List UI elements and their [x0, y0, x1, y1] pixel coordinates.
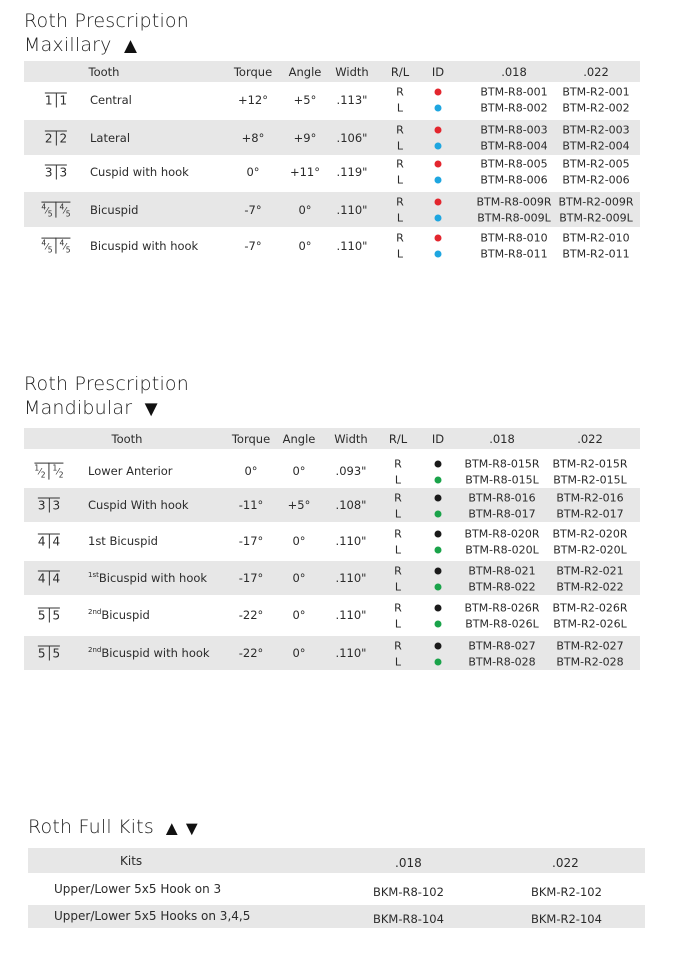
- tooth-name: [90, 93, 132, 107]
- id-dot-left: [435, 177, 442, 184]
- tooth-number-left: $^4⁄_5$: [41, 238, 53, 254]
- tooth-number: [38, 534, 60, 549]
- side-left-label: L: [396, 139, 404, 153]
- side-right-label: R: [396, 195, 404, 209]
- tooth-name: [88, 534, 158, 548]
- code-018-right: BTM-R8-005: [480, 157, 548, 171]
- side-left-label: L: [394, 543, 402, 556]
- table-row: [24, 120, 640, 155]
- id-dot-right: [435, 198, 442, 205]
- kits-header-022: .022: [552, 856, 579, 870]
- tooth-number-left: 3: [37, 498, 46, 513]
- mandibular-title-line2: Mandibular: [24, 397, 133, 419]
- tooth-name: [88, 608, 150, 622]
- side-right-label: R: [396, 231, 404, 245]
- side-right-label: R: [394, 601, 402, 614]
- side-right-label: R: [394, 457, 402, 470]
- tooth-name-text: Bicuspid with hook: [98, 571, 208, 585]
- tooth-number-right: 1: [59, 93, 68, 107]
- table-header: [24, 428, 640, 449]
- side-right-label: R: [394, 564, 402, 577]
- side-left-label: L: [396, 211, 404, 225]
- angle-value: 0°: [298, 238, 312, 253]
- id-dot-right: [435, 494, 442, 501]
- tooth-name: [90, 165, 189, 179]
- header-angle: Angle: [282, 432, 316, 446]
- code-018-left: BTM-R8-020L: [465, 543, 539, 556]
- tooth-number-left: $^1⁄_2$: [34, 463, 46, 480]
- torque-value: -22°: [238, 646, 264, 660]
- tooth-name-ordinal: 2nd: [88, 646, 102, 655]
- tooth-number: [41, 201, 70, 218]
- code-022-right: BTM-R2-027: [556, 639, 624, 652]
- code-022-left: BTM-R2-020L: [553, 543, 627, 556]
- header-torque: Torque: [231, 432, 271, 446]
- mandibular-title-line1: Roth Prescription: [24, 373, 190, 395]
- tooth-number: [45, 164, 67, 179]
- id-dot-right: [435, 530, 442, 537]
- header-width: Width: [334, 432, 368, 446]
- angle-value: +9°: [293, 130, 317, 145]
- tooth-number-left: 3: [44, 165, 53, 179]
- torque-value: -22°: [238, 608, 264, 622]
- id-dot-right: [435, 126, 442, 133]
- code-022-right: BTM-R2-001: [562, 85, 630, 99]
- id-dot-right: [435, 160, 442, 167]
- code-018-left: BTM-R8-015L: [465, 473, 539, 486]
- tooth-name-text: Bicuspid: [101, 608, 150, 622]
- side-left-label: L: [394, 580, 402, 593]
- tooth-number: [41, 237, 70, 254]
- angle-value: 0°: [292, 646, 306, 660]
- header-c022: .022: [583, 65, 609, 79]
- tooth-number-left: 1: [44, 93, 53, 107]
- tooth-name-text: Lateral: [90, 130, 131, 145]
- code-022-left: BTM-R2-015L: [553, 473, 627, 486]
- width-value: .110": [335, 571, 367, 585]
- tooth-name: [90, 239, 198, 253]
- angle-value: 0°: [292, 534, 306, 548]
- torque-value: +12°: [237, 92, 269, 107]
- tooth-number: [45, 92, 67, 107]
- table-row: [24, 82, 640, 117]
- maxillary-title: [24, 9, 189, 57]
- code-018-right: BTM-R8-021: [468, 564, 536, 577]
- code-018-right: BTM-R8-010: [480, 231, 548, 245]
- id-dot-right: [435, 604, 442, 611]
- up-down-triangles-icon: ▲▼: [161, 816, 202, 840]
- header-id: ID: [431, 65, 445, 79]
- code-022-right: BTM-R2-010: [562, 231, 630, 245]
- torque-value: -17°: [238, 571, 264, 585]
- code-018-right: BTM-R8-026R: [464, 601, 540, 614]
- code-018-left: BTM-R8-028: [468, 655, 536, 668]
- tooth-name: [90, 203, 138, 217]
- table-row: [24, 488, 640, 522]
- header-rl: R/L: [390, 65, 410, 79]
- tooth-name-ordinal: 1st: [88, 571, 99, 580]
- id-dot-left: [435, 143, 442, 150]
- code-018-left: BTM-R8-011: [480, 247, 548, 261]
- code-022-left: BTM-R2-002: [562, 101, 630, 115]
- id-dot-right: [435, 234, 442, 241]
- header-c018: .018: [501, 65, 527, 79]
- width-value: .110": [336, 238, 368, 253]
- header-rl: R/L: [388, 432, 408, 446]
- header-c022: .022: [577, 432, 603, 446]
- id-dot-left: [435, 620, 442, 627]
- torque-value: 0°: [244, 464, 258, 478]
- table-row: [24, 192, 640, 227]
- width-value: .113": [336, 92, 368, 107]
- tooth-name-text: 1st Bicuspid: [88, 534, 158, 548]
- width-value: .110": [336, 202, 368, 217]
- table-header: [24, 61, 640, 82]
- code-018-left: BTM-R8-026L: [465, 617, 539, 630]
- kit-name: Upper/Lower 5x5 Hooks on 3,4,5: [54, 909, 251, 923]
- code-022-left: BTM-R2-022: [556, 580, 624, 593]
- code-022-left: BTM-R2-004: [562, 139, 630, 153]
- tooth-number: [34, 463, 63, 480]
- angle-value: +5°: [293, 92, 317, 107]
- mandibular-table: [24, 428, 640, 670]
- code-018-left: BTM-R8-017: [468, 507, 536, 520]
- width-value: .093": [335, 464, 367, 478]
- maxillary-table: [24, 61, 640, 269]
- up-triangle-icon: ▲: [119, 34, 142, 59]
- maxillary-title-line2: Maxillary: [24, 34, 112, 56]
- tooth-name: [90, 131, 130, 145]
- code-018-left: BTM-R8-022: [468, 580, 536, 593]
- code-022-right: BTM-R2-021: [556, 564, 624, 577]
- tooth-name-text: Lower Anterior: [88, 464, 173, 478]
- width-value: .110": [335, 608, 367, 622]
- tooth-number-left: 2: [44, 131, 53, 145]
- id-dot-right: [435, 88, 442, 95]
- side-left-label: L: [394, 507, 402, 520]
- tooth-number-right: 5: [52, 646, 61, 661]
- kit-name: Upper/Lower 5x5 Hook on 3: [54, 882, 222, 896]
- code-018-left: BTM-R8-009L: [477, 211, 551, 225]
- angle-value: +11°: [289, 164, 321, 179]
- header-id: ID: [431, 432, 445, 446]
- code-022-left: BTM-R2-017: [556, 507, 624, 520]
- code-022-right: BTM-R2-020R: [552, 527, 628, 540]
- side-left-label: L: [394, 617, 402, 630]
- kits-header-018: .018: [395, 856, 422, 870]
- tooth-number-right: 2: [59, 131, 68, 145]
- code-018-right: BTM-R8-027: [468, 639, 536, 652]
- tooth-number-right: 4: [52, 571, 61, 586]
- table-row: [24, 598, 640, 632]
- angle-value: 0°: [292, 571, 306, 585]
- torque-value: -17°: [238, 534, 264, 548]
- code-022-right: BTM-R2-009R: [558, 195, 634, 209]
- width-value: .119": [336, 164, 368, 179]
- id-dot-left: [435, 583, 442, 590]
- angle-value: 0°: [298, 202, 312, 217]
- side-right-label: R: [396, 123, 404, 137]
- tooth-name-text: Bicuspid with hook: [90, 238, 199, 253]
- id-dot-right: [435, 567, 442, 574]
- tooth-number-right: 3: [59, 165, 68, 179]
- kit-code-018: BKM-R8-102: [373, 885, 444, 899]
- torque-value: +8°: [241, 130, 265, 145]
- tooth-number-left: 5: [37, 646, 46, 661]
- torque-value: 0°: [246, 164, 260, 179]
- header-angle: Angle: [288, 65, 322, 79]
- code-022-left: BTM-R2-006: [562, 173, 630, 187]
- table-row: [24, 154, 640, 189]
- code-018-right: BTM-R8-020R: [464, 527, 540, 540]
- tooth-number-left: 5: [37, 608, 46, 623]
- code-018-right: BTM-R8-009R: [476, 195, 552, 209]
- width-value: .108": [335, 498, 367, 512]
- tooth-name: [88, 646, 210, 660]
- code-018-left: BTM-R8-006: [480, 173, 548, 187]
- tooth-number-right: 4: [52, 534, 61, 549]
- kit-code-022: BKM-R2-104: [531, 912, 602, 926]
- tooth-name: [88, 464, 173, 478]
- kits-title-text: Roth Full Kits: [28, 816, 154, 838]
- table-row: [24, 636, 640, 670]
- side-left-label: L: [396, 173, 404, 187]
- tooth-name-ordinal: 2nd: [88, 608, 102, 617]
- table-row: [24, 454, 640, 488]
- angle-value: 0°: [292, 464, 306, 478]
- tooth-number-left: 4: [37, 534, 46, 549]
- code-022-right: BTM-R2-005: [562, 157, 630, 171]
- side-right-label: R: [394, 527, 402, 540]
- tooth-name: [88, 498, 189, 512]
- code-018-right: BTM-R8-003: [480, 123, 548, 137]
- side-left-label: L: [396, 247, 404, 261]
- tooth-name-text: Cuspid With hook: [88, 498, 189, 512]
- table-row: [24, 524, 640, 558]
- torque-value: -7°: [244, 238, 262, 253]
- id-dot-right: [435, 460, 442, 467]
- code-022-right: BTM-R2-003: [562, 123, 630, 137]
- tooth-number-right: $^4⁄_5$: [59, 202, 71, 218]
- code-022-right: BTM-R2-015R: [552, 457, 628, 470]
- id-dot-right: [435, 642, 442, 649]
- tooth-number: [38, 571, 60, 586]
- kit-code-018: BKM-R8-104: [373, 912, 444, 926]
- angle-value: +5°: [287, 498, 311, 512]
- mandibular-title: [24, 372, 189, 420]
- kit-code-022: BKM-R2-102: [531, 885, 602, 899]
- table-row: [24, 228, 640, 263]
- width-value: .110": [335, 646, 367, 660]
- torque-value: -11°: [238, 498, 264, 512]
- code-022-right: BTM-R2-026R: [552, 601, 628, 614]
- tooth-number: [45, 130, 67, 145]
- id-dot-left: [435, 215, 442, 222]
- code-018-right: BTM-R8-001: [480, 85, 548, 99]
- tooth-number-left: 4: [37, 571, 46, 586]
- kits-header-kits: Kits: [120, 854, 143, 868]
- side-right-label: R: [396, 85, 404, 99]
- width-value: .106": [336, 130, 368, 145]
- header-torque: Torque: [233, 65, 273, 79]
- angle-value: 0°: [292, 608, 306, 622]
- tooth-number-right: 5: [52, 608, 61, 623]
- tooth-number-left: $^4⁄_5$: [41, 202, 53, 218]
- side-left-label: L: [396, 101, 404, 115]
- header-c018: .018: [489, 432, 515, 446]
- side-left-label: L: [394, 655, 402, 668]
- code-018-left: BTM-R8-004: [480, 139, 548, 153]
- code-018-right: BTM-R8-015R: [464, 457, 540, 470]
- side-left-label: L: [394, 473, 402, 486]
- maxillary-title-line1: Roth Prescription: [24, 10, 190, 32]
- side-right-label: R: [396, 157, 404, 171]
- tooth-number: [38, 608, 60, 623]
- tooth-number: [38, 646, 60, 661]
- down-triangle-icon: ▼: [140, 397, 163, 422]
- tooth-number-right: 3: [52, 498, 61, 513]
- id-dot-left: [435, 476, 442, 483]
- header-tooth: Tooth: [88, 65, 120, 79]
- header-width: Width: [335, 65, 369, 79]
- width-value: .110": [335, 534, 367, 548]
- table-row: [24, 561, 640, 595]
- torque-value: -7°: [244, 202, 262, 217]
- code-022-right: BTM-R2-016: [556, 491, 624, 504]
- id-dot-left: [435, 510, 442, 517]
- tooth-name-text: Bicuspid: [90, 202, 139, 217]
- id-dot-left: [435, 251, 442, 258]
- tooth-number: [38, 498, 60, 513]
- id-dot-left: [435, 658, 442, 665]
- id-dot-left: [435, 105, 442, 112]
- tooth-number-right: $^4⁄_5$: [59, 238, 71, 254]
- tooth-name-text: Central: [90, 92, 132, 107]
- side-right-label: R: [394, 491, 402, 504]
- code-018-left: BTM-R8-002: [480, 101, 548, 115]
- kits-title: [28, 815, 202, 839]
- side-right-label: R: [394, 639, 402, 652]
- code-022-left: BTM-R2-028: [556, 655, 624, 668]
- tooth-name-text: Bicuspid with hook: [101, 646, 210, 660]
- code-022-left: BTM-R2-011: [562, 247, 630, 261]
- code-018-right: BTM-R8-016: [468, 491, 536, 504]
- header-tooth: Tooth: [111, 432, 143, 446]
- tooth-name-text: Cuspid with hook: [90, 164, 189, 179]
- code-022-left: BTM-R2-026L: [553, 617, 627, 630]
- tooth-name: [88, 571, 207, 585]
- id-dot-left: [435, 546, 442, 553]
- code-022-left: BTM-R2-009L: [559, 211, 633, 225]
- tooth-number-right: $^1⁄_2$: [52, 463, 64, 480]
